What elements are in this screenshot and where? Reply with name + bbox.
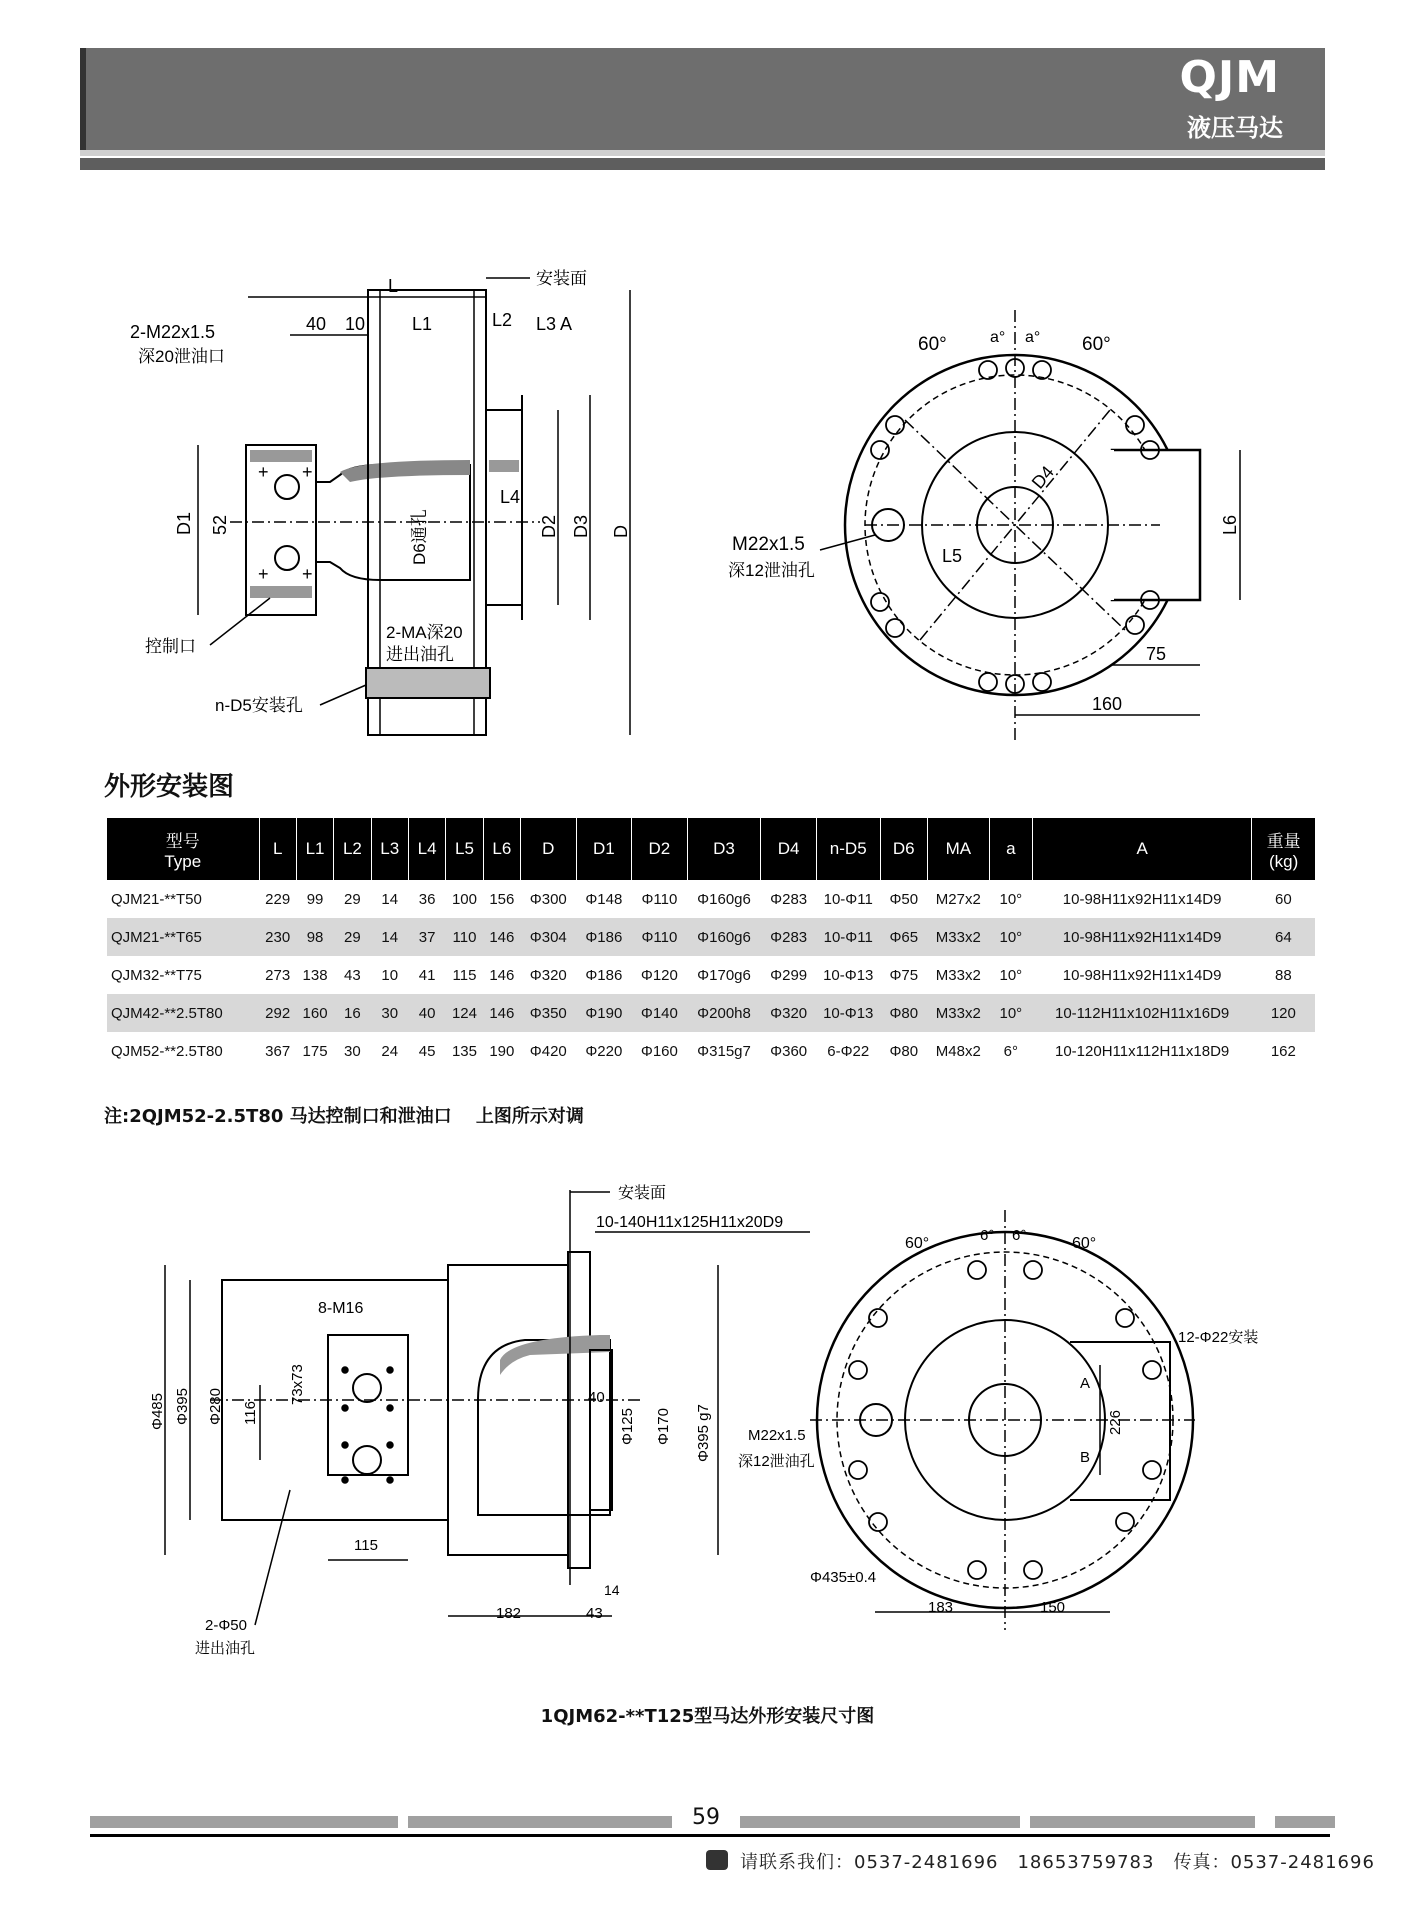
table-cell: 60 <box>1275 890 1292 908</box>
table-cell: 10-98H11x92H11x14D9 <box>1062 890 1222 908</box>
table-cell: 37 <box>408 918 445 956</box>
svg-text:226: 226 <box>1107 1409 1124 1435</box>
svg-text:150: 150 <box>1040 1599 1066 1616</box>
table-cell: 367 <box>265 1042 291 1060</box>
table-cell: 10-120H11x112H11x18D9 <box>1054 1042 1230 1060</box>
table-cell: M33x2 <box>935 966 981 984</box>
svg-text:73x73: 73x73 <box>289 1364 306 1405</box>
table-cell: Φ110 <box>632 918 688 956</box>
svg-text:183: 183 <box>928 1599 954 1616</box>
svg-text:安装面: 安装面 <box>536 269 587 288</box>
svg-text:40: 40 <box>588 1389 605 1406</box>
footer-bar-1 <box>90 1816 398 1828</box>
svg-text:L2: L2 <box>492 310 513 330</box>
svg-text:40: 40 <box>306 314 327 334</box>
bottom-drawing <box>0 1170 1415 1690</box>
footer-rule <box>90 1834 1330 1837</box>
table-cell: 175 <box>302 1042 328 1060</box>
svg-text:182: 182 <box>496 1605 522 1622</box>
table-cell: Φ299 <box>770 966 808 984</box>
table-cell: Φ220 <box>585 1042 623 1060</box>
table-cell: 10-98H11x92H11x14D9 <box>1062 966 1222 984</box>
svg-text:60°: 60° <box>1082 334 1111 355</box>
svg-text:+: + <box>302 462 313 482</box>
table-cell: Φ283 <box>761 918 817 956</box>
table-cell: 10-98H11x92H11x14D9 <box>1033 918 1252 956</box>
svg-text:6°: 6° <box>980 1227 995 1244</box>
table-cell: Φ80 <box>889 1042 919 1060</box>
table-cell: Φ360 <box>770 1042 808 1060</box>
svg-text:a°: a° <box>1025 329 1041 346</box>
table-cell: 146 <box>489 966 515 984</box>
svg-text:116: 116 <box>242 1401 259 1425</box>
table-row <box>107 1032 1315 1070</box>
table-cell: 30 <box>371 994 408 1032</box>
col-nD5: n-D5 <box>816 818 880 880</box>
table-cell: 6-Φ22 <box>827 1042 870 1060</box>
col-type: 型号 Type <box>107 818 259 880</box>
table-cell: 10-Φ13 <box>823 966 874 984</box>
table-cell: 229 <box>265 890 291 908</box>
table-cell: 36 <box>418 890 436 908</box>
svg-text:160: 160 <box>1092 694 1123 714</box>
table-row <box>107 956 1315 994</box>
table-cell: 40 <box>408 994 445 1032</box>
svg-text:60°: 60° <box>905 1235 930 1252</box>
table-cell: Φ320 <box>529 966 567 984</box>
svg-text:D4: D4 <box>1027 462 1058 493</box>
table-cell: 10-112H11x102H11x16D9 <box>1033 994 1252 1032</box>
svg-text:75: 75 <box>1146 644 1167 664</box>
svg-text:D6通孔: D6通孔 <box>410 509 429 565</box>
svg-text:10: 10 <box>345 314 366 334</box>
table-cell: Φ300 <box>529 890 567 908</box>
svg-text:60°: 60° <box>918 334 947 355</box>
table-cell: 10° <box>999 966 1023 984</box>
table-cell: Φ350 <box>521 994 577 1032</box>
table-cell-type: QJM21-**T65 <box>107 918 259 956</box>
svg-text:Φ395: Φ395 <box>174 1388 191 1425</box>
svg-text:Φ280: Φ280 <box>207 1388 224 1425</box>
table-cell: Φ148 <box>585 890 623 908</box>
table-cell: 10° <box>999 890 1023 908</box>
table-cell: M33x2 <box>928 918 990 956</box>
table-cell: 190 <box>489 1042 515 1060</box>
svg-text:Φ170: Φ170 <box>655 1408 672 1445</box>
header-title: QJM <box>1179 52 1280 103</box>
svg-text:D: D <box>611 525 631 538</box>
table-cell: 273 <box>265 966 291 984</box>
svg-text:深20泄油口: 深20泄油口 <box>138 347 225 366</box>
bottom-side-view <box>149 1184 810 1657</box>
table-cell: 43 <box>344 966 361 984</box>
header-rule-dark <box>80 158 1325 170</box>
bottom-front-view <box>738 1210 1258 1630</box>
svg-text:Φ435±0.4: Φ435±0.4 <box>810 1569 877 1586</box>
table-cell: Φ304 <box>521 918 577 956</box>
svg-text:+: + <box>302 564 313 584</box>
table-cell: 162 <box>1270 1042 1296 1060</box>
table-cell: Φ80 <box>880 994 927 1032</box>
table-cell: 156 <box>489 890 515 908</box>
table-cell: 10-Φ11 <box>823 890 873 908</box>
table-note: 注:2QJM52-2.5T80 马达控制口和泄油口 上图所示对调 <box>104 1106 584 1127</box>
table-cell: 160 <box>296 994 333 1032</box>
svg-text:控制口: 控制口 <box>145 637 196 656</box>
table-cell: Φ315g7 <box>697 1042 751 1060</box>
table-cell: 110 <box>446 918 483 956</box>
col-D1: D1 <box>576 818 632 880</box>
svg-text:D1: D1 <box>174 511 194 535</box>
figure-caption: 1QJM62-**T125型马达外形安装尺寸图 <box>540 1706 875 1727</box>
col-L4: L4 <box>408 818 445 880</box>
table-cell: Φ160 <box>640 1042 678 1060</box>
col-D2: D2 <box>632 818 688 880</box>
table-cell-type: QJM21-**T50 <box>111 890 202 908</box>
col-L3: L3 <box>371 818 408 880</box>
table-cell: 10° <box>989 918 1032 956</box>
table-cell: 98 <box>296 918 333 956</box>
svg-text:L4: L4 <box>500 487 521 507</box>
svg-text:115: 115 <box>354 1537 378 1554</box>
svg-text:D3: D3 <box>571 514 591 538</box>
table-cell: Φ120 <box>640 966 678 984</box>
table-cell: Φ75 <box>889 966 919 984</box>
table-cell: 14 <box>371 918 408 956</box>
table-row <box>107 918 1315 956</box>
table-cell: 146 <box>483 994 520 1032</box>
svg-text:安装面: 安装面 <box>618 1185 667 1202</box>
table-cell: Φ170g6 <box>697 966 751 984</box>
svg-text:深12泄油孔: 深12泄油孔 <box>738 1453 815 1470</box>
col-D4: D4 <box>761 818 817 880</box>
footer-bar-3 <box>740 1816 1020 1828</box>
page-number: 59 <box>692 1805 720 1830</box>
table-cell: 41 <box>418 966 436 984</box>
col-a: a <box>989 818 1032 880</box>
table-cell: 120 <box>1252 994 1315 1032</box>
svg-text:Φ125: Φ125 <box>619 1408 636 1445</box>
table-cell: 146 <box>483 918 520 956</box>
table-row <box>107 994 1315 1032</box>
table-row <box>107 880 1315 918</box>
svg-text:2-M22x1.5: 2-M22x1.5 <box>130 322 216 342</box>
svg-text:14: 14 <box>604 1582 620 1598</box>
footer-contact: 请联系我们：0537-2481696 18653759783 传真：0537-2481696 <box>740 1852 1375 1873</box>
svg-text:B: B <box>1080 1449 1091 1466</box>
col-L2: L2 <box>334 818 371 880</box>
col-MA: MA <box>928 818 990 880</box>
header-shadow <box>80 48 86 150</box>
svg-text:进出油孔: 进出油孔 <box>386 645 454 664</box>
svg-text:a°: a° <box>990 329 1006 346</box>
header-bar <box>80 48 1325 150</box>
svg-text:Φ395 g7: Φ395 g7 <box>695 1404 712 1462</box>
table-cell: 64 <box>1252 918 1315 956</box>
table-cell: 10-Φ13 <box>816 994 880 1032</box>
table-cell: Φ283 <box>770 890 808 908</box>
header-rule-light <box>80 150 1325 156</box>
svg-text:+: + <box>258 462 269 482</box>
col-L: L <box>259 818 296 880</box>
svg-text:6°: 6° <box>1012 1227 1027 1244</box>
svg-text:L3 A: L3 A <box>536 314 573 334</box>
svg-text:43: 43 <box>586 1605 603 1622</box>
table-cell: 230 <box>259 918 296 956</box>
table-cell: Φ140 <box>632 994 688 1032</box>
table-cell: 14 <box>381 890 399 908</box>
table-cell: 10 <box>381 966 399 984</box>
svg-text:深12泄油孔: 深12泄油孔 <box>728 561 815 580</box>
col-A: A <box>1033 818 1252 880</box>
table-cell: 135 <box>451 1042 477 1060</box>
table-cell: 99 <box>306 890 324 908</box>
footer-bar-5 <box>1275 1816 1335 1828</box>
table-cell: Φ420 <box>529 1042 567 1060</box>
svg-text:60°: 60° <box>1072 1235 1097 1252</box>
svg-text:L5: L5 <box>942 546 963 566</box>
table-cell: Φ160g6 <box>687 918 761 956</box>
table-cell-type: QJM42-**2.5T80 <box>107 994 259 1032</box>
top-drawing <box>0 250 1415 750</box>
table-cell: 30 <box>344 1042 361 1060</box>
col-D: D <box>521 818 577 880</box>
col-L6: L6 <box>483 818 520 880</box>
table-cell: Φ50 <box>889 890 919 908</box>
svg-text:D2: D2 <box>539 514 559 538</box>
svg-text:10-140H11x125H11x20D9: 10-140H11x125H11x20D9 <box>596 1214 784 1231</box>
table-cell: 29 <box>334 918 371 956</box>
dim-L: L <box>388 276 399 296</box>
col-D6: D6 <box>880 818 927 880</box>
table-cell: 115 <box>452 966 477 984</box>
svg-text:M22x1.5: M22x1.5 <box>748 1427 806 1444</box>
table-cell-type: QJM32-**T75 <box>111 966 202 984</box>
table-cell: 24 <box>381 1042 399 1060</box>
svg-text:Φ485: Φ485 <box>149 1393 166 1430</box>
svg-text:L6: L6 <box>1220 514 1240 535</box>
table-cell: 100 <box>451 890 477 908</box>
table-cell: Φ320 <box>761 994 817 1032</box>
col-L1: L1 <box>296 818 333 880</box>
col-weight: 重量 (kg) <box>1252 818 1315 880</box>
col-L5: L5 <box>446 818 483 880</box>
table-cell: 124 <box>446 994 483 1032</box>
table-header-row <box>107 818 1315 880</box>
table-cell: 138 <box>302 966 328 984</box>
spec-table <box>107 818 1315 1070</box>
svg-text:52: 52 <box>210 514 230 535</box>
svg-text:2-Φ50: 2-Φ50 <box>205 1617 247 1634</box>
table-cell: Φ200h8 <box>687 994 761 1032</box>
phone-icon <box>706 1850 728 1870</box>
table-cell: 88 <box>1275 966 1292 984</box>
table-cell: 29 <box>344 890 361 908</box>
table-cell: Φ65 <box>880 918 927 956</box>
table-cell: 45 <box>418 1042 436 1060</box>
svg-text:+: + <box>258 564 269 584</box>
table-cell: Φ186 <box>576 918 632 956</box>
table-cell: M27x2 <box>935 890 981 908</box>
svg-text:A: A <box>1080 1375 1091 1392</box>
svg-text:L1: L1 <box>412 314 433 334</box>
svg-text:2-MA深20: 2-MA深20 <box>386 623 463 642</box>
table-cell: M48x2 <box>935 1042 981 1060</box>
header-subtitle: 液压马达 <box>1187 114 1283 142</box>
table-cell: 292 <box>259 994 296 1032</box>
table-cell: Φ186 <box>585 966 623 984</box>
table-cell: 10° <box>989 994 1032 1032</box>
svg-text:M22x1.5: M22x1.5 <box>732 534 805 555</box>
col-D3: D3 <box>687 818 761 880</box>
table-cell: Φ190 <box>576 994 632 1032</box>
svg-text:8-M16: 8-M16 <box>318 1300 364 1317</box>
top-side-view <box>130 269 631 735</box>
footer-bar-2 <box>408 1816 672 1828</box>
table-cell: Φ160g6 <box>697 890 751 908</box>
svg-text:n-D5安装孔: n-D5安装孔 <box>215 696 303 715</box>
svg-text:12-Φ22安装: 12-Φ22安装 <box>1178 1329 1259 1346</box>
table-cell: Φ110 <box>641 890 678 908</box>
table-cell: M33x2 <box>928 994 990 1032</box>
svg-text:进出油孔: 进出油孔 <box>195 1640 256 1657</box>
table-cell-type: QJM52-**2.5T80 <box>111 1042 223 1060</box>
table-cell: 6° <box>1003 1042 1018 1060</box>
section-label: 外形安装图 <box>104 772 235 802</box>
table-cell: 10-Φ11 <box>816 918 880 956</box>
footer-bar-4 <box>1030 1816 1255 1828</box>
top-front-view <box>728 310 1240 740</box>
table-cell: 16 <box>334 994 371 1032</box>
